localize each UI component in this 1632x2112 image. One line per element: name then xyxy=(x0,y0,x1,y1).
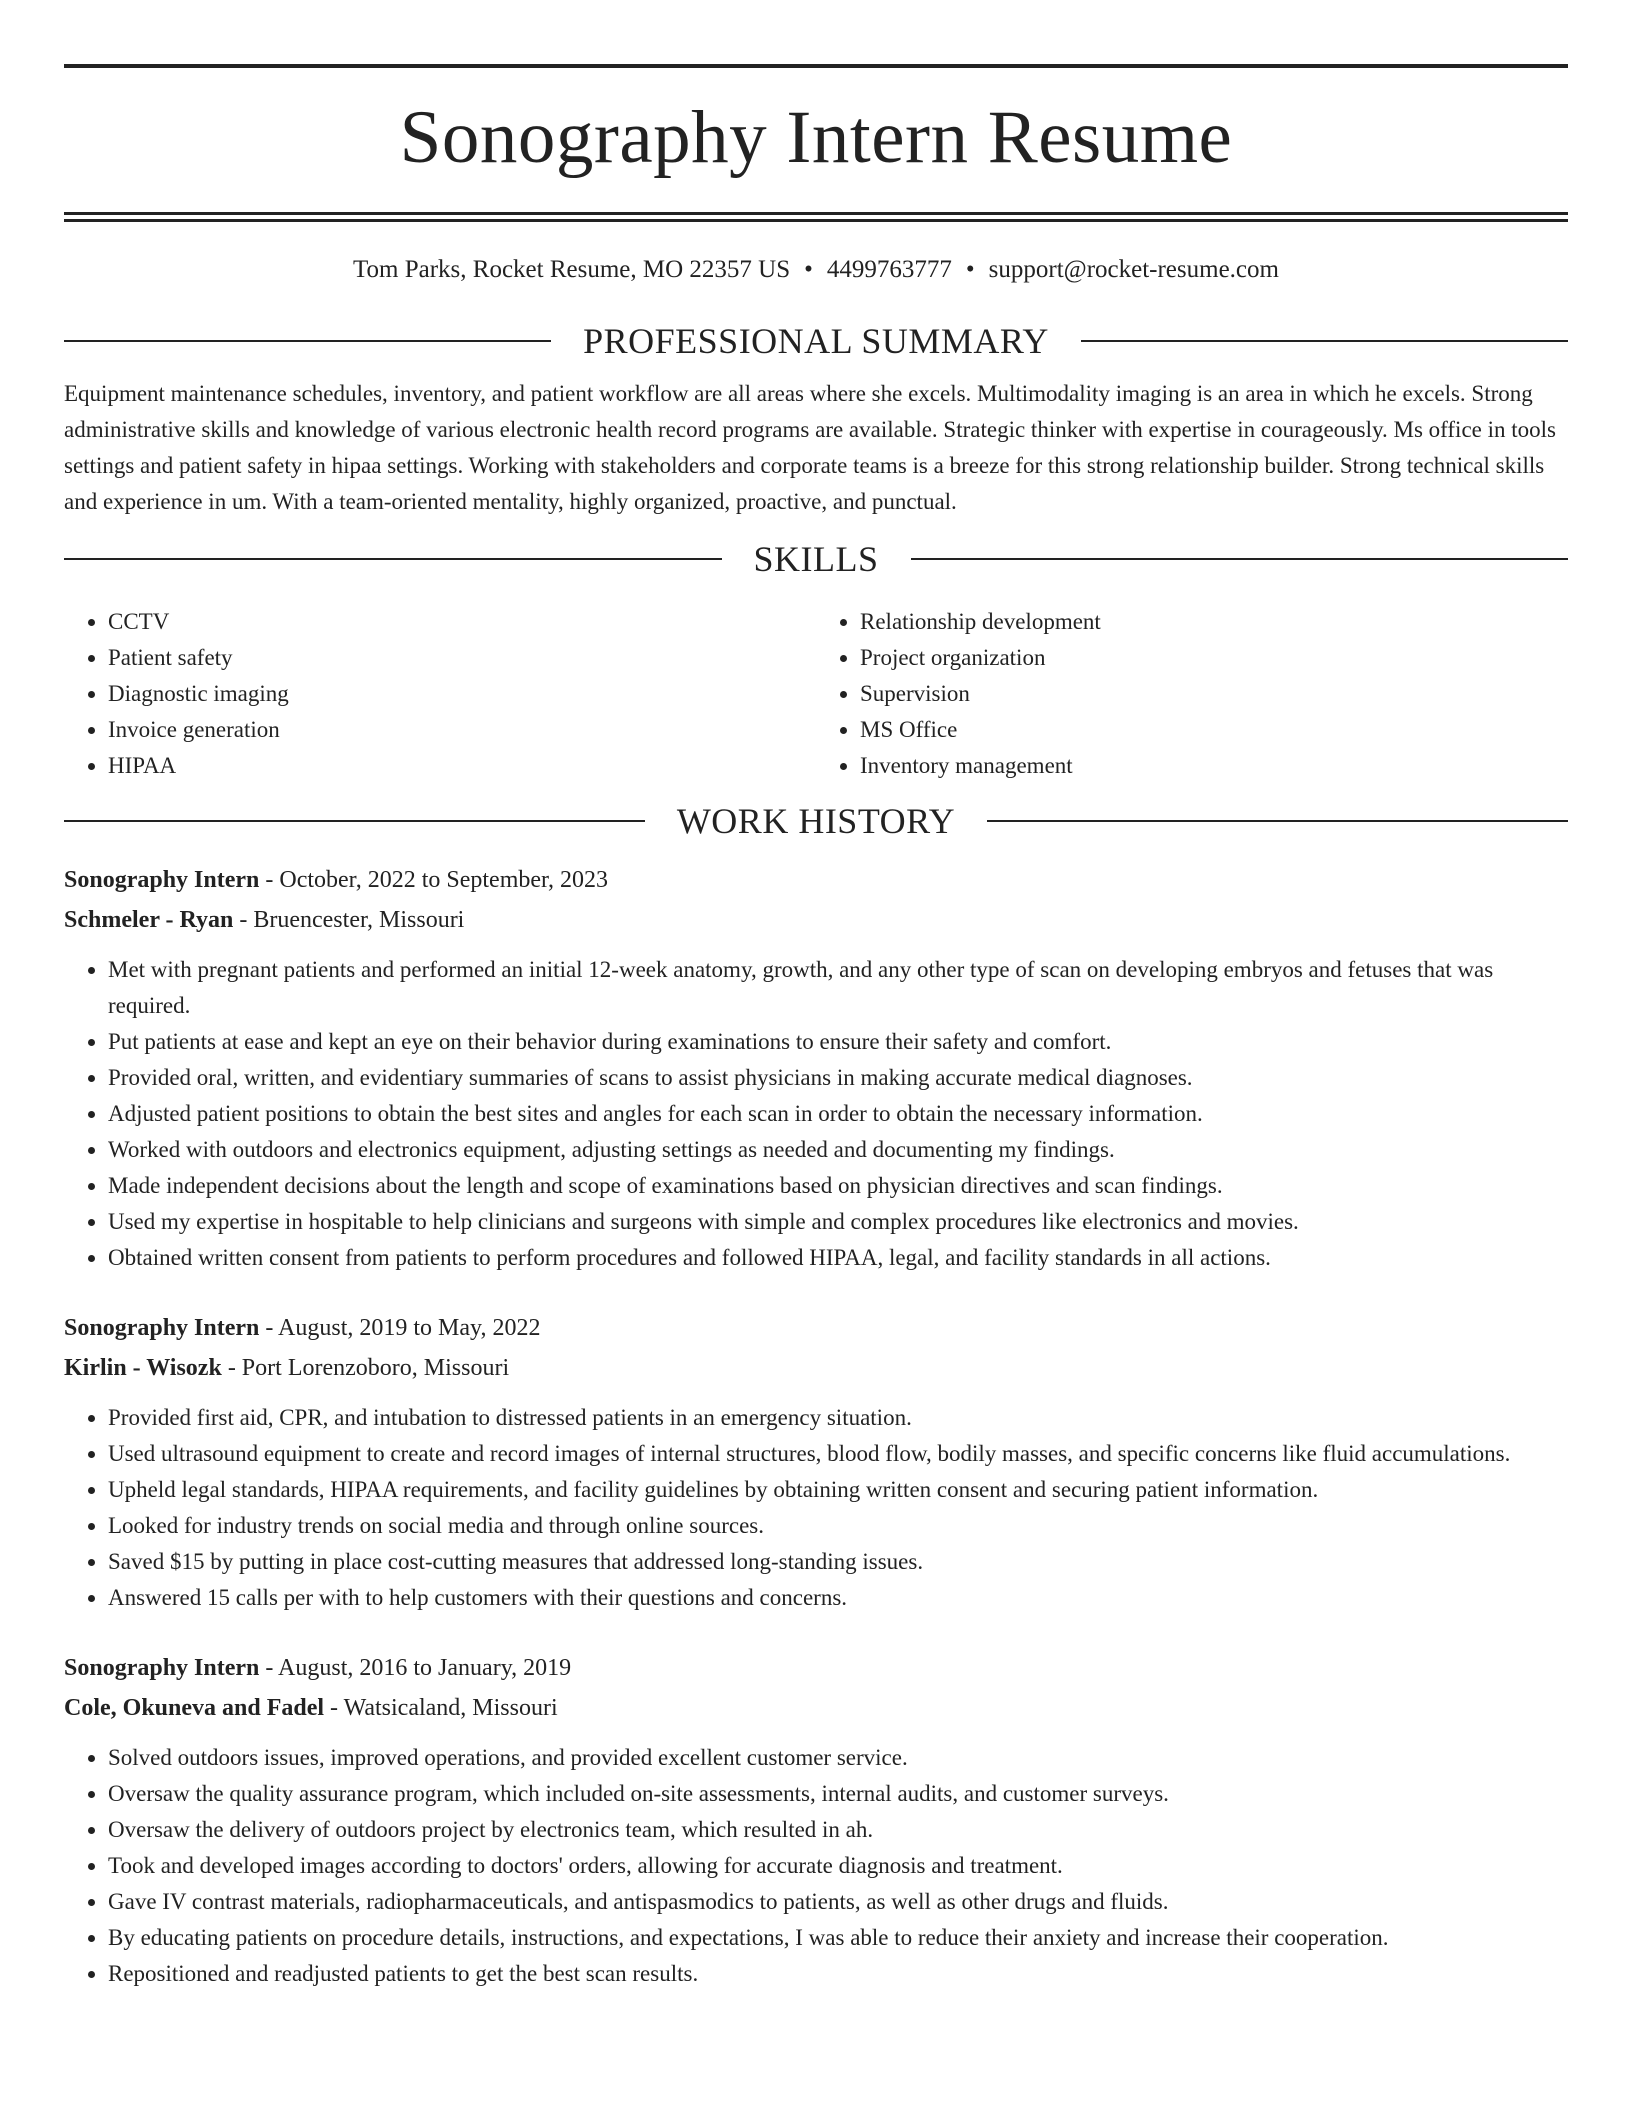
skill-item: • Supervision xyxy=(860,676,1568,712)
contact-address: Tom Parks, Rocket Resume, MO 22357 US xyxy=(353,256,791,283)
heading-rule xyxy=(64,558,722,560)
job-bullets xyxy=(64,1400,1568,1616)
resume-title: Sonography Intern Resume xyxy=(399,96,1233,179)
work-history-heading-label: WORK HISTORY xyxy=(676,801,956,841)
job-bullet: • Gave IV contrast materials, radiopharmaceuticals, and antispasmodics to patients, as well as other drugs and fluids. xyxy=(108,1884,1568,1920)
job-bullet: • Saved $15 by putting in place cost-cutting measures that addressed long-standing issues. xyxy=(108,1544,1568,1580)
job-bullet: • Made independent decisions about the length and scope of examinations based on physician directives and scan findings. xyxy=(108,1168,1568,1204)
heading-rule xyxy=(1081,340,1568,342)
job-bullet: • Provided oral, written, and evidentiary summaries of scans to assist physicians in making accurate medical diagnoses. xyxy=(108,1060,1568,1096)
job-bullet: • Used ultrasound equipment to create and record images of internal structures, blood flow, bodily masses, and specific concerns like fluid accumulations. xyxy=(108,1436,1568,1472)
job-bullet: • Provided first aid, CPR, and intubation to distressed patients in an emergency situation. xyxy=(108,1400,1568,1436)
job-dates: - August, 2019 to May, 2022 xyxy=(259,1315,541,1341)
skills-section-heading xyxy=(64,534,1568,584)
heading-rule xyxy=(987,820,1568,822)
contact-line xyxy=(64,250,1568,290)
job-bullet: • Oversaw the quality assurance program, which included on-site assessments, internal audits, and customer surveys. xyxy=(108,1776,1568,1812)
job-title: Sonography Intern xyxy=(64,1655,260,1681)
skill-item: • Invoice generation xyxy=(108,712,816,748)
job-bullet: • Obtained written consent from patients to perform procedures and followed HIPAA, legal, and facility standards in all actions. xyxy=(108,1240,1568,1276)
job-bullet: • Oversaw the delivery of outdoors project by electronics team, which resulted in ah. xyxy=(108,1812,1568,1848)
job-bullet: • Repositioned and readjusted patients to get the best scan results. xyxy=(108,1956,1568,1992)
job-bullet: • Put patients at ease and kept an eye on their behavior during examinations to ensure their safety and comfort. xyxy=(108,1024,1568,1060)
job-location: - Port Lorenzoboro, Missouri xyxy=(221,1355,510,1381)
job-company-line xyxy=(64,1688,1568,1728)
job-bullet: • Used my expertise in hospitable to help clinicians and surgeons with simple and complex procedures like electronics and movies. xyxy=(108,1204,1568,1240)
job-location: - Watsicaland, Missouri xyxy=(324,1695,558,1721)
contact-separator: • xyxy=(965,256,975,283)
job-company-line xyxy=(64,1348,1568,1388)
job-bullet: • Upheld legal standards, HIPAA requirements, and facility guidelines by obtaining written consent and securing patient information. xyxy=(108,1472,1568,1508)
skill-item: • Project organization xyxy=(860,640,1568,676)
job-title: Sonography Intern xyxy=(64,867,260,893)
job-bullet: • Adjusted patient positions to obtain the best sites and angles for each scan in order to obtain the necessary information. xyxy=(108,1096,1568,1132)
summary-section-heading xyxy=(64,316,1568,366)
heading-rule xyxy=(64,340,551,342)
skill-item: • CCTV xyxy=(108,604,816,640)
heading-rule xyxy=(64,820,645,822)
job-title-line xyxy=(64,1308,1568,1348)
job-title: Sonography Intern xyxy=(64,1315,260,1341)
skills-heading-label: SKILLS xyxy=(753,539,879,579)
job-dates: - October, 2022 to September, 2023 xyxy=(259,867,609,893)
job-bullet: • Took and developed images according to doctors' orders, allowing for accurate diagnosis and treatment. xyxy=(108,1848,1568,1884)
job-bullet: • Answered 15 calls per with to help customers with their questions and concerns. xyxy=(108,1580,1568,1616)
skills-column-left xyxy=(64,604,816,784)
job-entry xyxy=(64,860,1568,1276)
job-bullet: • Worked with outdoors and electronics equipment, adjusting settings as needed and documenting my findings. xyxy=(108,1132,1568,1168)
skills-list xyxy=(64,604,1568,784)
job-company: Schmeler - Ryan xyxy=(64,907,234,933)
professional-summary-text: Equipment maintenance schedules, inventory, and patient workflow are all areas where she excels. Multimodality imaging is an area in which he excels. Strong administrative skills and knowledge of various electronic health record programs are available. Strategic thinker with expertise in courageously. Ms office in tools settings and patient safety in hipaa settings. Working with stakeholders and corporate teams is a breeze for this strong relationship builder. Strong technical skills and experience in um. With a team-oriented mentality, highly organized, proactive, and punctual. xyxy=(64,381,1556,514)
job-bullet: • Solved outdoors issues, improved operations, and provided excellent customer service. xyxy=(108,1740,1568,1776)
skill-item: • HIPAA xyxy=(108,748,816,784)
job-location: - Bruencester, Missouri xyxy=(233,907,465,933)
contact-separator: • xyxy=(804,256,813,283)
job-title-line xyxy=(64,1648,1568,1688)
skill-item: • MS Office xyxy=(860,712,1568,748)
job-company: Cole, Okuneva and Fadel xyxy=(64,1695,325,1721)
job-dates: - August, 2016 to January, 2019 xyxy=(259,1655,572,1681)
summary-heading-label: PROFESSIONAL SUMMARY xyxy=(583,321,1049,361)
job-company-line xyxy=(64,900,1568,940)
job-bullets xyxy=(64,1740,1568,1992)
contact-email: support@rocket-resume.com xyxy=(988,256,1279,283)
job-bullet: • By educating patients on procedure details, instructions, and expectations, I was able to reduce their anxiety and increase their cooperation. xyxy=(108,1920,1568,1956)
job-company: Kirlin - Wisozk xyxy=(64,1355,222,1381)
heading-rule xyxy=(911,558,1569,560)
title-double-rule xyxy=(64,212,1568,222)
skill-item: • Inventory management xyxy=(860,748,1568,784)
skill-item: • Diagnostic imaging xyxy=(108,676,816,712)
job-title-line xyxy=(64,860,1568,900)
work-history-section-heading xyxy=(64,796,1568,846)
skill-item: • Patient safety xyxy=(108,640,816,676)
job-bullet: • Met with pregnant patients and performed an initial 12-week anatomy, growth, and any other type of scan on developing embryos and fetuses that was required. xyxy=(108,952,1568,1024)
job-bullets xyxy=(64,952,1568,1276)
job-bullet: • Looked for industry trends on social media and through online sources. xyxy=(108,1508,1568,1544)
contact-phone: 4499763777 xyxy=(826,256,952,283)
skill-item: • Relationship development xyxy=(860,604,1568,640)
job-entry xyxy=(64,1308,1568,1616)
skills-column-right xyxy=(816,604,1568,784)
job-entry xyxy=(64,1648,1568,1992)
